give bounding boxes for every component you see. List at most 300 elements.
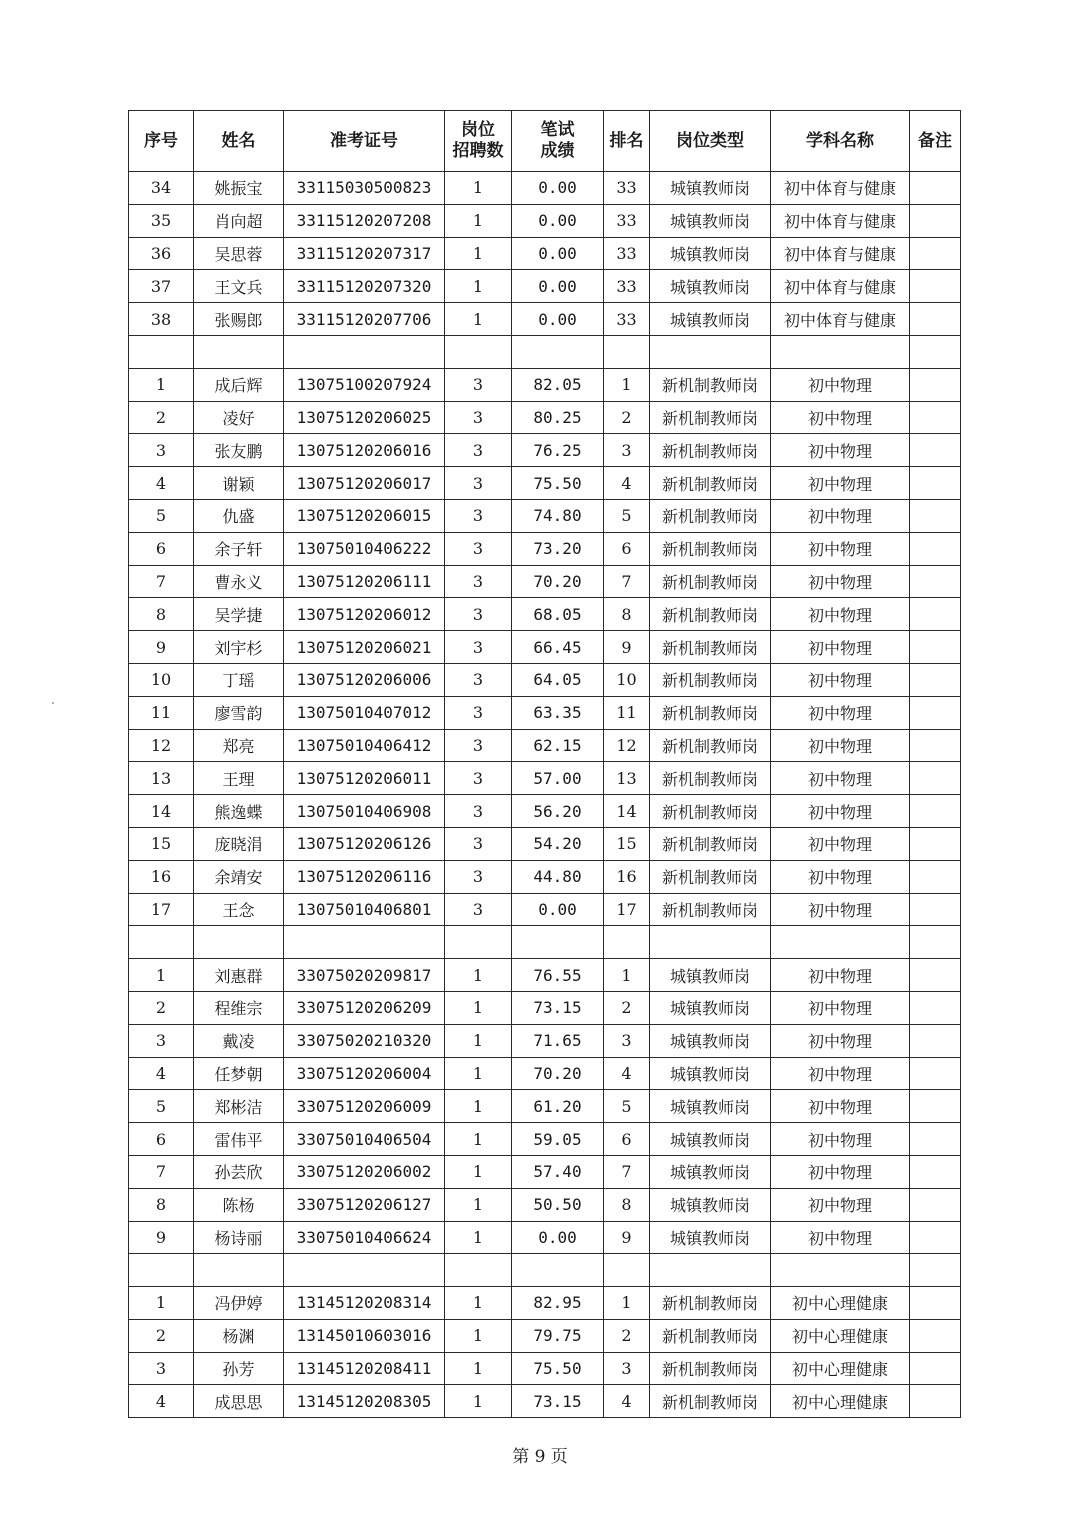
cell-ticket: 33075120206002 [284,1155,445,1188]
cell-post-type: 城镇教师岗 [650,303,771,336]
cell-positions: 1 [445,237,512,270]
cell-score: 82.05 [512,368,604,401]
table-row [129,172,961,205]
cell-ticket: 13075120206116 [284,860,445,893]
empty-cell [512,926,604,959]
empty-cell [910,926,961,959]
cell-post-type: 城镇教师岗 [650,991,771,1024]
cell-name: 刘惠群 [194,959,284,992]
cell-subject: 初中心理健康 [771,1385,910,1418]
cell-ticket: 33115120207208 [284,204,445,237]
cell-ticket: 13145120208314 [284,1287,445,1320]
cell-seq: 7 [129,1155,194,1188]
cell-rank: 2 [604,1319,650,1352]
cell-seq: 2 [129,991,194,1024]
table-row [129,1385,961,1418]
cell-positions: 1 [445,959,512,992]
cell-post-type: 新机制教师岗 [650,467,771,500]
cell-positions: 1 [445,1123,512,1156]
cell-seq: 1 [129,368,194,401]
cell-remark [910,959,961,992]
cell-name: 凌好 [194,401,284,434]
cell-score: 0.00 [512,270,604,303]
cell-name: 杨渊 [194,1319,284,1352]
cell-positions: 3 [445,467,512,500]
cell-rank: 3 [604,434,650,467]
cell-seq: 9 [129,631,194,664]
cell-subject: 初中物理 [771,434,910,467]
cell-ticket: 13075120206016 [284,434,445,467]
cell-ticket: 33075010406504 [284,1123,445,1156]
cell-subject: 初中心理健康 [771,1287,910,1320]
cell-positions: 1 [445,1188,512,1221]
cell-remark [910,1352,961,1385]
table-row [129,368,961,401]
scan-speck [52,702,54,704]
cell-remark [910,303,961,336]
cell-remark [910,401,961,434]
table-row [129,1287,961,1320]
cell-ticket: 13075120206021 [284,631,445,664]
cell-positions: 1 [445,204,512,237]
cell-positions: 1 [445,1319,512,1352]
cell-ticket: 33075120206004 [284,1057,445,1090]
cell-score: 44.80 [512,860,604,893]
cell-remark [910,762,961,795]
table-row [129,499,961,532]
cell-seq: 5 [129,499,194,532]
cell-score: 59.05 [512,1123,604,1156]
cell-subject: 初中物理 [771,1188,910,1221]
cell-score: 71.65 [512,1024,604,1057]
cell-name: 张友鹏 [194,434,284,467]
cell-positions: 3 [445,663,512,696]
cell-rank: 5 [604,1090,650,1123]
table-row [129,1221,961,1254]
cell-subject: 初中物理 [771,467,910,500]
cell-rank: 2 [604,991,650,1024]
cell-name: 王念 [194,893,284,926]
cell-subject: 初中物理 [771,893,910,926]
cell-remark [910,1385,961,1418]
cell-subject: 初中物理 [771,401,910,434]
cell-remark [910,1155,961,1188]
cell-positions: 3 [445,434,512,467]
cell-name: 廖雪韵 [194,696,284,729]
cell-positions: 3 [445,631,512,664]
cell-ticket: 33075120206127 [284,1188,445,1221]
cell-positions: 1 [445,270,512,303]
cell-seq: 12 [129,729,194,762]
cell-post-type: 新机制教师岗 [650,762,771,795]
cell-score: 73.15 [512,1385,604,1418]
empty-cell [129,335,194,368]
header-remark: 备注 [910,111,961,172]
cell-positions: 1 [445,172,512,205]
table-row [129,237,961,270]
header-seq: 序号 [129,111,194,172]
cell-score: 70.20 [512,1057,604,1090]
table-row [129,1123,961,1156]
cell-score: 79.75 [512,1319,604,1352]
cell-positions: 1 [445,1385,512,1418]
cell-score: 66.45 [512,631,604,664]
cell-rank: 14 [604,795,650,828]
cell-rank: 7 [604,565,650,598]
table-row [129,893,961,926]
table-row [129,1090,961,1123]
cell-post-type: 城镇教师岗 [650,1090,771,1123]
table-row [129,663,961,696]
cell-positions: 1 [445,1155,512,1188]
cell-rank: 3 [604,1024,650,1057]
cell-name: 吴学捷 [194,598,284,631]
cell-subject: 初中物理 [771,959,910,992]
cell-post-type: 城镇教师岗 [650,204,771,237]
cell-remark [910,499,961,532]
cell-rank: 9 [604,1221,650,1254]
cell-name: 姚振宝 [194,172,284,205]
cell-ticket: 33115120207706 [284,303,445,336]
cell-positions: 3 [445,598,512,631]
cell-rank: 4 [604,1057,650,1090]
cell-seq: 3 [129,434,194,467]
cell-seq: 14 [129,795,194,828]
cell-rank: 33 [604,303,650,336]
cell-name: 王理 [194,762,284,795]
cell-subject: 初中物理 [771,598,910,631]
cell-subject: 初中体育与健康 [771,270,910,303]
cell-post-type: 新机制教师岗 [650,631,771,664]
cell-positions: 1 [445,1352,512,1385]
cell-remark [910,1123,961,1156]
cell-post-type: 新机制教师岗 [650,860,771,893]
cell-remark [910,631,961,664]
empty-cell [512,335,604,368]
cell-seq: 7 [129,565,194,598]
cell-ticket: 33075120206009 [284,1090,445,1123]
cell-subject: 初中物理 [771,663,910,696]
cell-ticket: 13075010406412 [284,729,445,762]
empty-cell [194,926,284,959]
cell-post-type: 新机制教师岗 [650,729,771,762]
empty-cell [910,335,961,368]
table-row [129,1319,961,1352]
cell-score: 75.50 [512,1352,604,1385]
cell-score: 50.50 [512,1188,604,1221]
cell-name: 庞晓涓 [194,827,284,860]
cell-remark [910,1188,961,1221]
cell-subject: 初中物理 [771,1090,910,1123]
table-row [129,991,961,1024]
empty-cell [604,926,650,959]
cell-rank: 33 [604,270,650,303]
cell-remark [910,532,961,565]
header-row [129,111,961,172]
header-post-type: 岗位类型 [650,111,771,172]
cell-subject: 初中体育与健康 [771,172,910,205]
cell-post-type: 城镇教师岗 [650,172,771,205]
cell-positions: 3 [445,532,512,565]
header-score-line1: 笔试 [540,120,575,140]
cell-seq: 37 [129,270,194,303]
cell-post-type: 新机制教师岗 [650,499,771,532]
cell-score: 0.00 [512,303,604,336]
table-row [129,401,961,434]
empty-cell [650,926,771,959]
table-row [129,696,961,729]
table-row [129,565,961,598]
cell-score: 0.00 [512,172,604,205]
header-subject: 学科名称 [771,111,910,172]
cell-subject: 初中物理 [771,565,910,598]
cell-score: 61.20 [512,1090,604,1123]
cell-ticket: 33115030500823 [284,172,445,205]
cell-rank: 2 [604,401,650,434]
cell-ticket: 13075120206006 [284,663,445,696]
cell-remark [910,434,961,467]
cell-score: 70.20 [512,565,604,598]
cell-name: 郑彬洁 [194,1090,284,1123]
cell-rank: 11 [604,696,650,729]
cell-ticket: 13075010406908 [284,795,445,828]
cell-rank: 9 [604,631,650,664]
cell-post-type: 新机制教师岗 [650,1319,771,1352]
cell-post-type: 城镇教师岗 [650,1123,771,1156]
cell-positions: 1 [445,1057,512,1090]
cell-ticket: 13075120206015 [284,499,445,532]
empty-cell [771,926,910,959]
cell-ticket: 33075120206209 [284,991,445,1024]
cell-score: 74.80 [512,499,604,532]
cell-rank: 16 [604,860,650,893]
cell-rank: 6 [604,1123,650,1156]
cell-score: 63.35 [512,696,604,729]
cell-name: 戴凌 [194,1024,284,1057]
header-rank: 排名 [604,111,650,172]
empty-cell [604,335,650,368]
cell-subject: 初中物理 [771,991,910,1024]
table-row [129,1057,961,1090]
cell-score: 76.55 [512,959,604,992]
cell-subject: 初中物理 [771,827,910,860]
cell-subject: 初中心理健康 [771,1319,910,1352]
empty-cell [512,1254,604,1287]
cell-subject: 初中物理 [771,631,910,664]
cell-subject: 初中体育与健康 [771,204,910,237]
cell-rank: 1 [604,959,650,992]
separator-row [129,1254,961,1287]
cell-name: 雷伟平 [194,1123,284,1156]
empty-cell [445,1254,512,1287]
table-row [129,598,961,631]
cell-remark [910,827,961,860]
cell-post-type: 新机制教师岗 [650,434,771,467]
cell-positions: 3 [445,368,512,401]
header-score [512,111,604,172]
cell-rank: 7 [604,1155,650,1188]
cell-seq: 4 [129,1057,194,1090]
cell-score: 76.25 [512,434,604,467]
cell-name: 余子轩 [194,532,284,565]
cell-rank: 13 [604,762,650,795]
cell-remark [910,991,961,1024]
table-row [129,729,961,762]
cell-post-type: 城镇教师岗 [650,1155,771,1188]
cell-name: 冯伊婷 [194,1287,284,1320]
cell-remark [910,1057,961,1090]
cell-score: 64.05 [512,663,604,696]
cell-post-type: 新机制教师岗 [650,598,771,631]
table-row [129,827,961,860]
cell-rank: 33 [604,204,650,237]
cell-score: 73.15 [512,991,604,1024]
page-number: 第 9 页 [512,1447,568,1467]
cell-positions: 3 [445,893,512,926]
cell-rank: 4 [604,1385,650,1418]
cell-rank: 12 [604,729,650,762]
cell-name: 肖向超 [194,204,284,237]
cell-post-type: 新机制教师岗 [650,1352,771,1385]
cell-score: 0.00 [512,893,604,926]
empty-cell [445,926,512,959]
cell-post-type: 城镇教师岗 [650,237,771,270]
cell-ticket: 13075120206012 [284,598,445,631]
cell-score: 0.00 [512,237,604,270]
cell-seq: 15 [129,827,194,860]
header-positions [445,111,512,172]
cell-remark [910,860,961,893]
empty-cell [910,1254,961,1287]
cell-positions: 1 [445,1221,512,1254]
cell-name: 孙芳 [194,1352,284,1385]
cell-positions: 3 [445,860,512,893]
cell-post-type: 城镇教师岗 [650,959,771,992]
cell-remark [910,598,961,631]
cell-ticket: 13075120206126 [284,827,445,860]
cell-ticket: 33115120207320 [284,270,445,303]
cell-seq: 1 [129,959,194,992]
cell-name: 丁瑶 [194,663,284,696]
cell-post-type: 新机制教师岗 [650,827,771,860]
cell-positions: 1 [445,1024,512,1057]
cell-name: 余靖安 [194,860,284,893]
table-row [129,1155,961,1188]
cell-remark [910,204,961,237]
cell-score: 56.20 [512,795,604,828]
cell-ticket: 13075120206011 [284,762,445,795]
table-header [129,111,961,172]
table-row [129,270,961,303]
cell-post-type: 新机制教师岗 [650,368,771,401]
cell-subject: 初中物理 [771,729,910,762]
empty-cell [445,335,512,368]
cell-seq: 17 [129,893,194,926]
empty-cell [194,1254,284,1287]
cell-positions: 3 [445,565,512,598]
cell-subject: 初中物理 [771,860,910,893]
cell-name: 成后辉 [194,368,284,401]
cell-post-type: 新机制教师岗 [650,532,771,565]
cell-rank: 17 [604,893,650,926]
cell-name: 熊逸蝶 [194,795,284,828]
cell-remark [910,237,961,270]
cell-remark [910,663,961,696]
cell-remark [910,172,961,205]
cell-remark [910,729,961,762]
empty-cell [771,1254,910,1287]
cell-positions: 3 [445,795,512,828]
empty-cell [650,335,771,368]
cell-positions: 3 [445,499,512,532]
cell-seq: 6 [129,532,194,565]
cell-score: 73.20 [512,532,604,565]
cell-seq: 11 [129,696,194,729]
cell-post-type: 城镇教师岗 [650,270,771,303]
cell-score: 0.00 [512,204,604,237]
cell-name: 谢颖 [194,467,284,500]
cell-subject: 初中物理 [771,1221,910,1254]
results-table [128,110,961,1418]
cell-seq: 5 [129,1090,194,1123]
empty-cell [194,335,284,368]
empty-cell [604,1254,650,1287]
cell-name: 吴思蓉 [194,237,284,270]
cell-ticket: 33075020209817 [284,959,445,992]
cell-remark [910,270,961,303]
cell-remark [910,1024,961,1057]
table-row [129,959,961,992]
cell-name: 程维宗 [194,991,284,1024]
cell-post-type: 城镇教师岗 [650,1024,771,1057]
cell-seq: 8 [129,1188,194,1221]
cell-name: 陈杨 [194,1188,284,1221]
cell-name: 刘宇杉 [194,631,284,664]
empty-cell [650,1254,771,1287]
cell-remark [910,467,961,500]
cell-seq: 36 [129,237,194,270]
cell-name: 孙芸欣 [194,1155,284,1188]
cell-rank: 1 [604,1287,650,1320]
cell-seq: 4 [129,467,194,500]
table-body [129,172,961,1418]
cell-subject: 初中物理 [771,499,910,532]
cell-post-type: 城镇教师岗 [650,1221,771,1254]
header-name: 姓名 [194,111,284,172]
cell-rank: 1 [604,368,650,401]
cell-ticket: 33075020210320 [284,1024,445,1057]
cell-ticket: 13145120208305 [284,1385,445,1418]
cell-post-type: 新机制教师岗 [650,401,771,434]
cell-score: 0.00 [512,1221,604,1254]
cell-subject: 初中物理 [771,1057,910,1090]
table-row [129,860,961,893]
cell-rank: 10 [604,663,650,696]
cell-seq: 6 [129,1123,194,1156]
cell-name: 仇盛 [194,499,284,532]
table-row [129,631,961,664]
table-row [129,434,961,467]
cell-rank: 8 [604,598,650,631]
cell-positions: 3 [445,401,512,434]
cell-remark [910,565,961,598]
cell-seq: 9 [129,1221,194,1254]
empty-cell [284,1254,445,1287]
cell-seq: 4 [129,1385,194,1418]
cell-post-type: 新机制教师岗 [650,1287,771,1320]
cell-ticket: 33115120207317 [284,237,445,270]
table-row [129,1024,961,1057]
